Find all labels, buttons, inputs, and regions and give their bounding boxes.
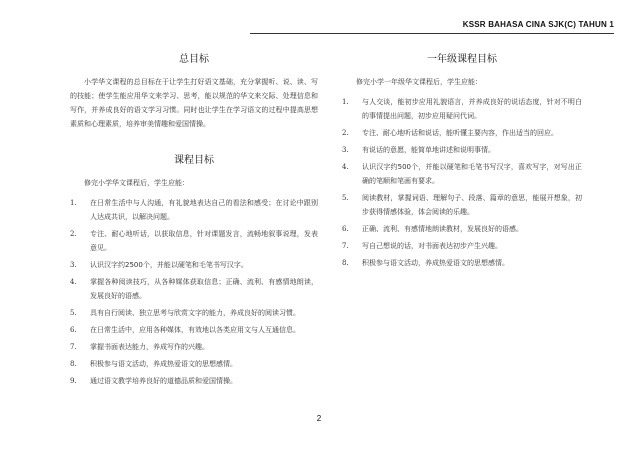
course-goal-intro: 修完小学华文课程后，学生应能： bbox=[84, 179, 189, 187]
list-item: 3. 有说话的意愿，能简单地讲述和说明事情。 bbox=[342, 146, 495, 154]
list-item: 6. 在日常生活中，应用各种媒体，有效地以各类应用文与人互通信息。 bbox=[70, 326, 300, 334]
right-column bbox=[342, 50, 582, 273]
course-goal-title: 课程目标 bbox=[174, 155, 214, 166]
year-one-goal-intro: 修完小学一年级华文课程后，学生应能： bbox=[356, 78, 482, 86]
list-item: 6. 正确、流利、有感情地朗读教材，发展良好的语感。 bbox=[342, 225, 523, 233]
list-item: 5. 阅读教材，掌握词语、理解句子、段落、篇章的意思，能展开想象，初步获得情感体验，体会阅读的乐趣。 bbox=[342, 194, 582, 216]
list-item: 1. 与人交谈，能初步应用礼貌语言，并养成良好的说话态度，针对不明白的事情提出问题，初步应用疑问代词。 bbox=[342, 98, 582, 120]
general-goal-title: 总目标 bbox=[179, 54, 209, 65]
list-item: 4. 掌握各种阅读技巧，从各种媒体获取信息；正确、流利、有感情地朗读，发展良好的语感。 bbox=[70, 278, 318, 300]
list-item: 8. 积极参与语文活动，养成热爱语文的思想感情。 bbox=[70, 360, 237, 368]
list-item: 9. 通过语文教学培养良好的道德品质和爱国情操。 bbox=[70, 377, 237, 385]
header-rule bbox=[250, 33, 614, 34]
course-goal-list bbox=[70, 196, 318, 388]
list-item: 8. 积极参与语文活动，养成热爱语文的思想感情。 bbox=[342, 259, 509, 267]
list-item: 4. 认识汉字约500个，并能以硬笔和毛笔书写汉字，喜欢写字，对写出正确的笔顺和笔画有要求。 bbox=[342, 163, 582, 185]
list-item: 5. 具有自行阅读、独立思考与欣赏文字的能力，养成良好的阅读习惯。 bbox=[70, 309, 300, 317]
list-item: 2. 专注、耐心地听话和说话，能听懂主要内容，作出适当的回应。 bbox=[342, 129, 558, 137]
general-goal-paragraph: 小学华文课程的总目标在于让学生打好语文基础，充分掌握听、说、读、写的技能；使学生能应用华文来学习、思考，能以规范的华文来交际、处理信息和写作，并养成良好的语文学习习惯。同时也让学生在学习语文的过程中提高思想素质和心理素质，培养审美情趣和爱国情操。 bbox=[70, 78, 318, 128]
year-one-goal-list bbox=[342, 95, 582, 270]
list-item: 1. 在日常生活中与人沟通，有礼貌地表达自己的看法和感受；在讨论中跟别人达成共识，以解决问题。 bbox=[70, 199, 318, 221]
document-header: KSSR BAHASA CINA SJK(C) TAHUN 1 bbox=[462, 20, 614, 29]
list-item: 7. 掌握书面表达能力，养成写作的兴趣。 bbox=[70, 343, 209, 351]
list-item: 7. 写自己想说的话，对书面表达初步产生兴趣。 bbox=[342, 242, 502, 250]
left-column bbox=[70, 50, 318, 391]
list-item: 3. 认识汉字约2500个，并能以硬笔和毛笔书写汉字。 bbox=[70, 261, 248, 269]
year-one-goal-title: 一年级课程目标 bbox=[427, 54, 497, 65]
page-number: 2 bbox=[316, 414, 322, 423]
list-item: 2. 专注、耐心地听话，以获取信息，针对课题发言，流畅地叙事说理，发表意见。 bbox=[70, 230, 318, 252]
